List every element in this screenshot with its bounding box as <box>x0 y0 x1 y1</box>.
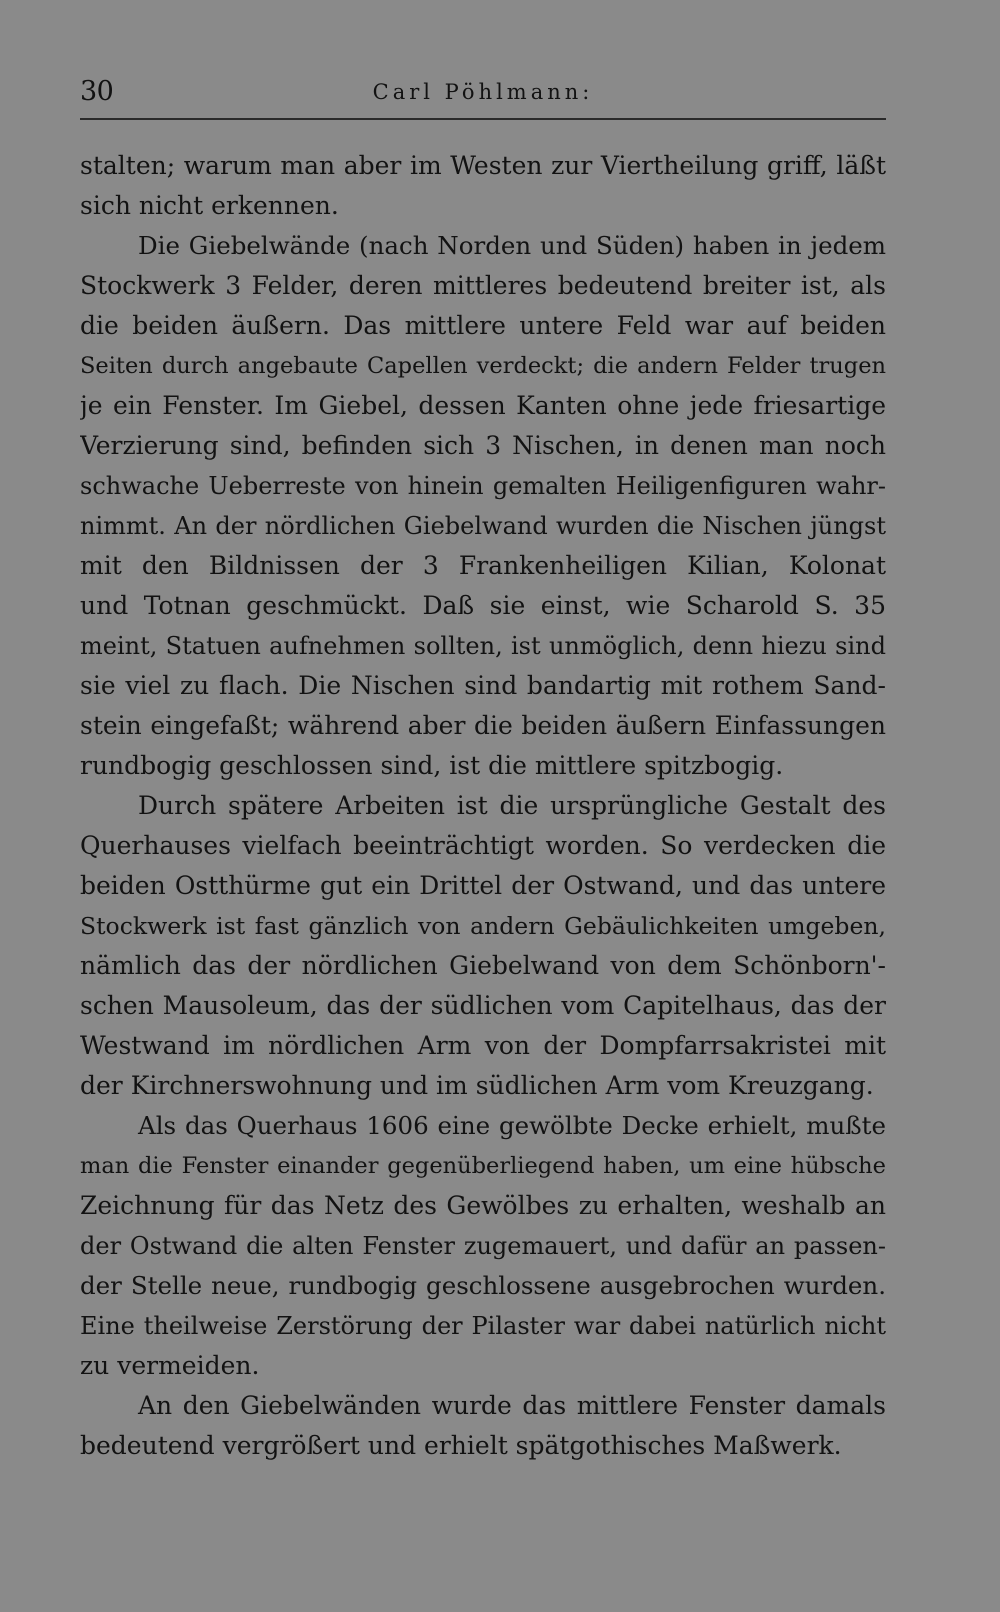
text-line: Seiten durch angebaute Capellen verdeckt; die andern Felder trugen <box>80 353 886 379</box>
paragraph-2 <box>80 226 886 786</box>
text-line: Stockwerk 3 Felder, deren mittleres bedeutend breiter ist, als <box>80 271 886 300</box>
paragraph-1 <box>80 146 886 226</box>
page-header <box>80 74 886 114</box>
text-line: Querhauses vielfach beeinträchtigt worden. So verdecken die <box>80 831 886 860</box>
body-text <box>80 146 886 1466</box>
text-line: rundbogig geschlossen sind, ist die mittlere spitzbogig. <box>80 751 784 780</box>
text-line: der Kirchnerswohnung und im südlichen Arm vom Kreuzgang. <box>80 1071 874 1100</box>
text-line: mit den Bildnissen der 3 Frankenheiligen Kilian, Kolonat <box>80 551 886 580</box>
text-line: die beiden äußern. Das mittlere untere Feld war auf beiden <box>80 311 886 340</box>
text-line: Durch spätere Arbeiten ist die ursprüngliche Gestalt des <box>138 791 886 820</box>
text-line: sich nicht erkennen. <box>80 191 339 220</box>
text-line: man die Fenster einander gegenüberliegend haben, um eine hübsche <box>80 1153 886 1179</box>
text-line: je ein Fenster. Im Giebel, dessen Kanten ohne jede friesartige <box>80 391 886 420</box>
text-line: nimmt. An der nördlichen Giebelwand wurden die Nischen jüngst <box>80 512 886 540</box>
text-line: nämlich das der nördlichen Giebelwand von dem Schönborn'- <box>80 951 886 980</box>
paragraph-3 <box>80 786 886 1106</box>
text-line: Eine theilweise Zerstörung der Pilaster war dabei natürlich nicht <box>80 1312 886 1340</box>
text-line: meint, Statuen aufnehmen sollten, ist unmöglich, denn hiezu sind <box>80 632 886 660</box>
paragraph-4 <box>80 1106 886 1386</box>
paragraph-5 <box>80 1386 886 1466</box>
text-line: zu vermeiden. <box>80 1351 260 1380</box>
text-line: Die Giebelwände (nach Norden und Süden) haben in jedem <box>138 231 886 260</box>
header-rule <box>80 118 886 120</box>
text-line: Stockwerk ist fast gänzlich von andern Gebäulichkeiten umgeben, <box>80 912 886 940</box>
text-line: Zeichnung für das Netz des Gewölbes zu erhalten, weshalb an <box>80 1191 886 1220</box>
text-line: schen Mausoleum, das der südlichen vom Capitelhaus, das der <box>80 991 886 1020</box>
page-number: 30 <box>80 76 114 107</box>
text-line: und Totnan geschmückt. Daß sie einst, wie Scharold S. 35 <box>80 591 886 620</box>
text-line: sie viel zu flach. Die Nischen sind bandartig mit rothem Sand- <box>80 671 886 700</box>
text-line: Westwand im nördlichen Arm von der Dompfarrsakristei mit <box>80 1031 886 1060</box>
text-line: schwache Ueberreste von hinein gemalten Heiligenfiguren wahr- <box>80 472 886 500</box>
text-line: der Ostwand die alten Fenster zugemauert, und dafür an passen- <box>80 1232 886 1260</box>
text-line: An den Giebelwänden wurde das mittlere Fenster damals <box>138 1391 886 1420</box>
text-line: stein eingefaßt; während aber die beiden äußern Einfassungen <box>80 711 886 740</box>
text-line: stalten; warum man aber im Westen zur Viertheilung griff, läßt <box>80 151 886 180</box>
text-line: der Stelle neue, rundbogig geschlossene ausgebrochen wurden. <box>80 1271 886 1300</box>
text-line: Als das Querhaus 1606 eine gewölbte Decke erhielt, mußte <box>138 1111 886 1140</box>
text-line: bedeutend vergrößert und erhielt spätgothisches Maßwerk. <box>80 1431 842 1460</box>
text-line: beiden Ostthürme gut ein Drittel der Ostwand, und das untere <box>80 871 886 900</box>
text-line: Verzierung sind, befinden sich 3 Nischen, in denen man noch <box>80 431 886 460</box>
running-head: Carl Pöhlmann: <box>372 80 594 104</box>
